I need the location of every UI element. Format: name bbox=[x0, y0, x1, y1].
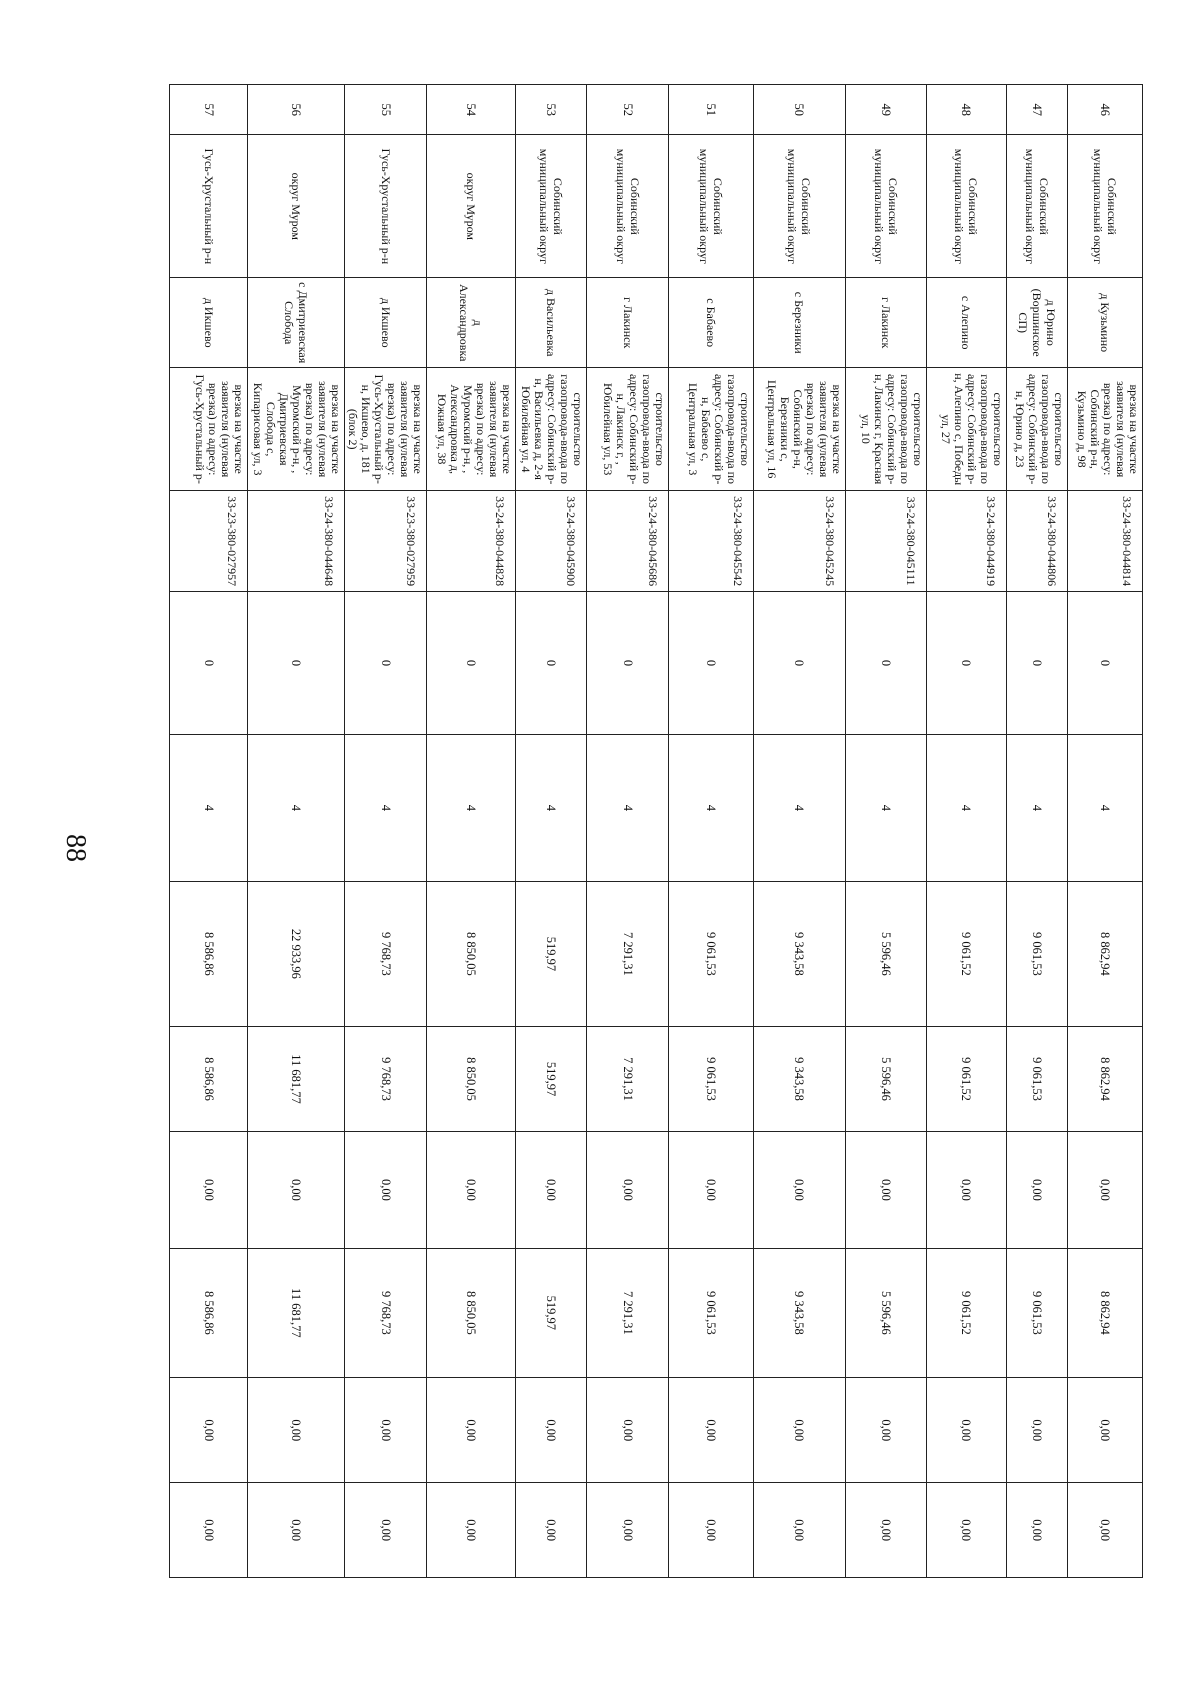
value-6-cell: 5 596,46 bbox=[845, 1248, 926, 1378]
value-1-cell: 0 bbox=[170, 592, 248, 735]
code-cell: 33-23-380-027959 bbox=[345, 491, 427, 592]
row-number: 49 bbox=[845, 85, 926, 135]
locality-cell: д Александровка bbox=[427, 278, 516, 368]
description-cell: врезка на участке заявителя (нулевая врезка) по адресу: Гусь-Хрустальный р-н, Икшево, д. 181 (блок 2) bbox=[345, 368, 427, 491]
value-3-cell: 5 596,46 bbox=[845, 881, 926, 1026]
code-cell: 33-24-380-044648 bbox=[248, 491, 345, 592]
value-2-cell: 4 bbox=[345, 734, 427, 881]
value-4-cell: 9 768,73 bbox=[345, 1026, 427, 1131]
value-6-cell: 519,97 bbox=[516, 1248, 587, 1378]
value-2-cell: 4 bbox=[1006, 734, 1067, 881]
district-cell: Собинский муниципальный округ bbox=[1006, 135, 1067, 278]
value-1-cell: 0 bbox=[587, 592, 668, 735]
value-7-cell: 0,00 bbox=[170, 1378, 248, 1483]
value-1-cell: 0 bbox=[668, 592, 753, 735]
value-5-cell: 0,00 bbox=[587, 1132, 668, 1248]
value-3-cell: 9 343,58 bbox=[753, 881, 845, 1026]
locality-cell: д Васильевка bbox=[516, 278, 587, 368]
data-table bbox=[169, 84, 1143, 1578]
table-row bbox=[1067, 85, 1142, 1578]
row-number: 52 bbox=[587, 85, 668, 135]
value-8-cell: 0,00 bbox=[1006, 1483, 1067, 1578]
locality-cell: д Икшево bbox=[345, 278, 427, 368]
value-6-cell: 8 850,05 bbox=[427, 1248, 516, 1378]
value-4-cell: 9 061,52 bbox=[926, 1026, 1006, 1131]
code-cell: 33-24-380-045111 bbox=[845, 491, 926, 592]
row-number: 54 bbox=[427, 85, 516, 135]
value-3-cell: 7 291,31 bbox=[587, 881, 668, 1026]
value-3-cell: 9 061,53 bbox=[668, 881, 753, 1026]
value-7-cell: 0,00 bbox=[753, 1378, 845, 1483]
locality-cell: г Лакинск bbox=[587, 278, 668, 368]
value-2-cell: 4 bbox=[668, 734, 753, 881]
value-6-cell: 9 061,52 bbox=[926, 1248, 1006, 1378]
district-cell: Собинский муниципальный округ bbox=[845, 135, 926, 278]
value-4-cell: 9 061,53 bbox=[1006, 1026, 1067, 1131]
value-2-cell: 4 bbox=[248, 734, 345, 881]
value-1-cell: 0 bbox=[516, 592, 587, 735]
value-7-cell: 0,00 bbox=[845, 1378, 926, 1483]
value-7-cell: 0,00 bbox=[926, 1378, 1006, 1483]
description-cell: строительство газопровода-ввода по адресу: Собинский р-н, Бабаево с, Центральная ул, 3 bbox=[668, 368, 753, 491]
district-cell: Собинский муниципальный округ bbox=[587, 135, 668, 278]
value-4-cell: 9 343,58 bbox=[753, 1026, 845, 1131]
value-5-cell: 0,00 bbox=[926, 1132, 1006, 1248]
code-cell: 33-24-380-045686 bbox=[587, 491, 668, 592]
district-cell: Гусь-Хрустальный р-н bbox=[345, 135, 427, 278]
value-3-cell: 9 061,52 bbox=[926, 881, 1006, 1026]
description-cell: врезка на участке заявителя (нулевая врезка) по адресу: Муромский р-н, , Александровка д, Южная ул, 38 bbox=[427, 368, 516, 491]
value-1-cell: 0 bbox=[427, 592, 516, 735]
table-row bbox=[248, 85, 345, 1578]
code-cell: 33-24-380-045542 bbox=[668, 491, 753, 592]
value-7-cell: 0,00 bbox=[345, 1378, 427, 1483]
value-4-cell: 5 596,46 bbox=[845, 1026, 926, 1131]
rotated-table-container bbox=[169, 84, 1143, 1578]
value-6-cell: 9 343,58 bbox=[753, 1248, 845, 1378]
table-row bbox=[587, 85, 668, 1578]
value-2-cell: 4 bbox=[427, 734, 516, 881]
row-number: 55 bbox=[345, 85, 427, 135]
description-cell: врезка на участке заявителя (нулевая врезка) по адресу: Собинский р-н, Березники с, Центральная ул, 16 bbox=[753, 368, 845, 491]
row-number: 47 bbox=[1006, 85, 1067, 135]
value-2-cell: 4 bbox=[753, 734, 845, 881]
value-7-cell: 0,00 bbox=[427, 1378, 516, 1483]
value-6-cell: 8 862,94 bbox=[1067, 1248, 1142, 1378]
value-7-cell: 0,00 bbox=[668, 1378, 753, 1483]
value-1-cell: 0 bbox=[345, 592, 427, 735]
value-6-cell: 8 586,86 bbox=[170, 1248, 248, 1378]
value-8-cell: 0,00 bbox=[668, 1483, 753, 1578]
table-row bbox=[926, 85, 1006, 1578]
value-7-cell: 0,00 bbox=[516, 1378, 587, 1483]
value-7-cell: 0,00 bbox=[587, 1378, 668, 1483]
page-number: 88 bbox=[60, 834, 91, 862]
description-cell: строительство газопровода-ввода по адресу: Собинский р-н, Алепино с, Победы ул, 27 bbox=[926, 368, 1006, 491]
code-cell: 33-24-380-044806 bbox=[1006, 491, 1067, 592]
code-cell: 33-24-380-044814 bbox=[1067, 491, 1142, 592]
locality-cell: д Кузьмино bbox=[1067, 278, 1142, 368]
value-5-cell: 0,00 bbox=[845, 1132, 926, 1248]
code-cell: 33-24-380-044919 bbox=[926, 491, 1006, 592]
value-1-cell: 0 bbox=[1006, 592, 1067, 735]
district-cell: округ Муром bbox=[248, 135, 345, 278]
value-5-cell: 0,00 bbox=[427, 1132, 516, 1248]
description-cell: строительство газопровода-ввода по адресу: Собинский р-н, Лакинск г, Красная ул, 10 bbox=[845, 368, 926, 491]
value-7-cell: 0,00 bbox=[1006, 1378, 1067, 1483]
description-cell: врезка на участке заявителя (нулевая врезка) по адресу: Муромский р-н, , Дмитриевская Слобода с, Кипарисовая ул, 3 bbox=[248, 368, 345, 491]
district-cell: Собинский муниципальный округ bbox=[753, 135, 845, 278]
value-1-cell: 0 bbox=[753, 592, 845, 735]
value-2-cell: 4 bbox=[516, 734, 587, 881]
district-cell: Собинский муниципальный округ bbox=[668, 135, 753, 278]
value-3-cell: 8 586,86 bbox=[170, 881, 248, 1026]
value-5-cell: 0,00 bbox=[1067, 1132, 1142, 1248]
description-cell: врезка на участке заявителя (нулевая врезка) по адресу: Собинский р-н, Кузьмино д, 98 bbox=[1067, 368, 1142, 491]
value-5-cell: 0,00 bbox=[753, 1132, 845, 1248]
locality-cell: д Юрино (Воршинское СП) bbox=[1006, 278, 1067, 368]
value-5-cell: 0,00 bbox=[1006, 1132, 1067, 1248]
table-row bbox=[516, 85, 587, 1578]
row-number: 46 bbox=[1067, 85, 1142, 135]
value-3-cell: 22 933,96 bbox=[248, 881, 345, 1026]
value-4-cell: 8 586,86 bbox=[170, 1026, 248, 1131]
locality-cell: д Икшево bbox=[170, 278, 248, 368]
locality-cell: с Бабаево bbox=[668, 278, 753, 368]
value-6-cell: 9 061,53 bbox=[1006, 1248, 1067, 1378]
value-4-cell: 9 061,53 bbox=[668, 1026, 753, 1131]
value-2-cell: 4 bbox=[845, 734, 926, 881]
table-row bbox=[753, 85, 845, 1578]
code-cell: 33-23-380-027957 bbox=[170, 491, 248, 592]
row-number: 48 bbox=[926, 85, 1006, 135]
value-4-cell: 8 850,05 bbox=[427, 1026, 516, 1131]
value-3-cell: 8 862,94 bbox=[1067, 881, 1142, 1026]
locality-cell: с Березники bbox=[753, 278, 845, 368]
row-number: 56 bbox=[248, 85, 345, 135]
value-4-cell: 519,97 bbox=[516, 1026, 587, 1131]
row-number: 51 bbox=[668, 85, 753, 135]
value-8-cell: 0,00 bbox=[926, 1483, 1006, 1578]
value-8-cell: 0,00 bbox=[345, 1483, 427, 1578]
value-8-cell: 0,00 bbox=[845, 1483, 926, 1578]
value-2-cell: 4 bbox=[587, 734, 668, 881]
code-cell: 33-24-380-045245 bbox=[753, 491, 845, 592]
value-7-cell: 0,00 bbox=[248, 1378, 345, 1483]
value-5-cell: 0,00 bbox=[668, 1132, 753, 1248]
table-row bbox=[668, 85, 753, 1578]
value-3-cell: 9 768,73 bbox=[345, 881, 427, 1026]
table-row bbox=[345, 85, 427, 1578]
value-2-cell: 4 bbox=[1067, 734, 1142, 881]
district-cell: Гусь-Хрустальный р-н bbox=[170, 135, 248, 278]
district-cell: Собинский муниципальный округ bbox=[516, 135, 587, 278]
value-5-cell: 0,00 bbox=[516, 1132, 587, 1248]
value-1-cell: 0 bbox=[926, 592, 1006, 735]
value-3-cell: 519,97 bbox=[516, 881, 587, 1026]
code-cell: 33-24-380-044828 bbox=[427, 491, 516, 592]
locality-cell: г Лакинск bbox=[845, 278, 926, 368]
value-5-cell: 0,00 bbox=[170, 1132, 248, 1248]
value-8-cell: 0,00 bbox=[516, 1483, 587, 1578]
value-4-cell: 8 862,94 bbox=[1067, 1026, 1142, 1131]
value-5-cell: 0,00 bbox=[345, 1132, 427, 1248]
district-cell: Собинский муниципальный округ bbox=[1067, 135, 1142, 278]
table-row bbox=[427, 85, 516, 1578]
row-number: 53 bbox=[516, 85, 587, 135]
value-8-cell: 0,00 bbox=[587, 1483, 668, 1578]
description-cell: врезка на участке заявителя (нулевая врезка) по адресу: Гусь-Хрустальный р- bbox=[170, 368, 248, 491]
value-6-cell: 7 291,31 bbox=[587, 1248, 668, 1378]
value-6-cell: 9 768,73 bbox=[345, 1248, 427, 1378]
value-3-cell: 8 850,05 bbox=[427, 881, 516, 1026]
value-8-cell: 0,00 bbox=[427, 1483, 516, 1578]
code-cell: 33-24-380-045900 bbox=[516, 491, 587, 592]
table-row bbox=[1006, 85, 1067, 1578]
value-6-cell: 9 061,53 bbox=[668, 1248, 753, 1378]
value-3-cell: 9 061,53 bbox=[1006, 881, 1067, 1026]
row-number: 57 bbox=[170, 85, 248, 135]
table-body bbox=[170, 85, 1143, 1578]
value-6-cell: 11 681,77 bbox=[248, 1248, 345, 1378]
value-8-cell: 0,00 bbox=[753, 1483, 845, 1578]
value-7-cell: 0,00 bbox=[1067, 1378, 1142, 1483]
district-cell: Собинский муниципальный округ bbox=[926, 135, 1006, 278]
value-1-cell: 0 bbox=[1067, 592, 1142, 735]
value-2-cell: 4 bbox=[170, 734, 248, 881]
locality-cell: с Алепино bbox=[926, 278, 1006, 368]
locality-cell: с Дмитриевская Слобода bbox=[248, 278, 345, 368]
value-8-cell: 0,00 bbox=[1067, 1483, 1142, 1578]
value-8-cell: 0,00 bbox=[248, 1483, 345, 1578]
value-4-cell: 7 291,31 bbox=[587, 1026, 668, 1131]
table-row bbox=[170, 85, 248, 1578]
value-1-cell: 0 bbox=[845, 592, 926, 735]
description-cell: строительство газопровода-ввода по адресу: Собинский р-н, Юрино д, 23 bbox=[1006, 368, 1067, 491]
value-5-cell: 0,00 bbox=[248, 1132, 345, 1248]
value-1-cell: 0 bbox=[248, 592, 345, 735]
description-cell: строительство газопровода-ввода по адресу: Собинский р-н, Васильевка д, 2-я Юбилейная ул, 4 bbox=[516, 368, 587, 491]
value-2-cell: 4 bbox=[926, 734, 1006, 881]
value-8-cell: 0,00 bbox=[170, 1483, 248, 1578]
description-cell: строительство газопровода-ввода по адресу: Собинский р-н, Лакинск г, , Юбилейная ул, 53 bbox=[587, 368, 668, 491]
table-row bbox=[845, 85, 926, 1578]
row-number: 50 bbox=[753, 85, 845, 135]
value-4-cell: 11 681,77 bbox=[248, 1026, 345, 1131]
district-cell: округ Муром bbox=[427, 135, 516, 278]
